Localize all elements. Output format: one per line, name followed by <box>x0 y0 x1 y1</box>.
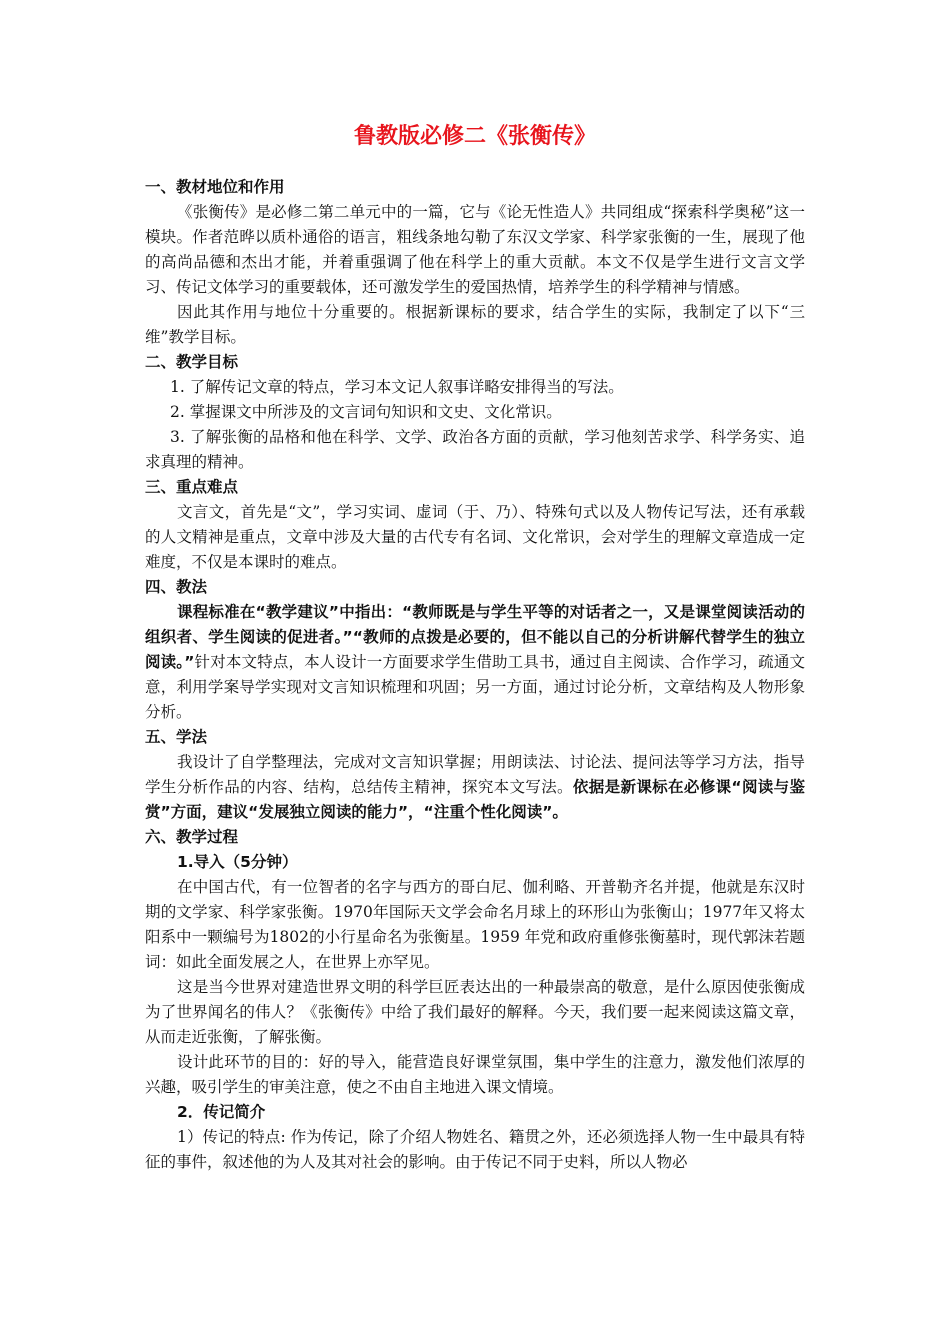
section-4-paragraph-rest: 针对本文特点，本人设计一方面要求学生借助工具书，通过自主阅读、合作学习，疏通文意，利用学案导学实现对文言知识梳理和巩固；另一方面，通过讨论分析，文章结构及人物形象分析。 <box>145 653 805 721</box>
section-heading-2: 二、教学目标 <box>145 353 239 371</box>
section-heading-1: 一、教材地位和作用 <box>145 178 285 196</box>
section-5-paragraph-text: 我设计了自学整理法，完成对文言知识掌握；用朗读法、讨论法、提问法等学习方法，指导学生分析作品的内容、结构，总结传主精神，探究本文写法。 <box>145 753 805 796</box>
subheading-introduction: 1.导入（5分钟） <box>177 853 298 871</box>
objective-item-3: 3. 了解张衡的品格和他在科学、文学、政治各方面的贡献，学习他刻苦求学、科学务实、追求真理的精神。 <box>145 428 805 471</box>
section-1-paragraph-1: 《张衡传》是必修二第二单元中的一篇，它与《论无性造人》共同组成“探索科学奥秘”这一模块。作者范晔以质朴通俗的语言，粗线条地勾勒了东汉文学家、科学家张衡的一生，展现了他的高尚品德和杰出才能，并着重强调了他在科学上的重大贡献。本文不仅是学生进行文言文学习、传记文体学习的重要载体，还可激发学生的爱国热情，培养学生的科学精神与情感。 <box>145 203 805 296</box>
biography-paragraph-1: 1）传记的特点: 作为传记，除了介绍人物姓名、籍贯之外，还必须选择人物一生中最具有特征的事件，叙述他的为人及其对社会的影响。由于传记不同于史料，所以人物必 <box>145 1128 805 1171</box>
document-title: 鲁教版必修二《张衡传》 <box>353 124 596 149</box>
section-heading-4: 四、教法 <box>145 578 208 596</box>
curriculum-quote: 课程标准在“教学建议”中指出：“教师既是与学生平等的对话者之一，又是课堂阅读活动的组织者、学生阅读的促进者。”“教师的点拨是必要的，但不能以自己的分析讲解代替学生的独立阅读。” <box>145 603 805 671</box>
introduction-paragraph-1: 在中国古代，有一位智者的名字与西方的哥白尼、伽利略、开普勒齐名并提，他就是东汉时期的文学家、科学家张衡。1970年国际天文学会命名月球上的环形山为张衡山；1977年又将太阳系中一颗编号为1802的小行星命名为张衡星。1959 年党和政府重修张衡墓时，现代郭沫若题词：如此全面发展之人，在世界上亦罕见。 <box>145 878 805 971</box>
subheading-biography: 2．传记简介 <box>177 1103 266 1121</box>
section-5-paragraph <box>145 750 805 825</box>
introduction-paragraph-3: 设计此环节的目的：好的导入，能营造良好课堂氛围，集中学生的注意力，激发他们浓厚的兴趣，吸引学生的审美注意，使之不由自主地进入课文情境。 <box>145 1053 805 1096</box>
section-5-basis: 依据是新课标在必修课“阅读与鉴赏”方面，建议“发展独立阅读的能力”，“注重个性化阅读”。 <box>145 778 805 821</box>
objective-item-1: 1. 了解传记文章的特点，学习本文记人叙事详略安排得当的写法。 <box>170 378 624 396</box>
section-4-paragraph <box>145 600 805 725</box>
introduction-paragraph-2: 这是当今世界对建造世界文明的科学巨匠表达出的一种最崇高的敬意，是什么原因使张衡成为了世界闻名的伟人？《张衡传》中给了我们最好的解释。今天，我们要一起来阅读这篇文章，从而走近张衡，了解张衡。 <box>145 978 805 1046</box>
section-heading-6: 六、教学过程 <box>145 828 239 846</box>
objective-item-2: 2. 掌握课文中所涉及的文言词句知识和文史、文化常识。 <box>170 403 562 421</box>
section-heading-5: 五、学法 <box>145 728 208 746</box>
section-3-paragraph-1: 文言文，首先是“文”，学习实词、虚词（于、乃）、特殊句式以及人物传记写法，还有承载的人文精神是重点，文章中涉及大量的古代专有名词、文化常识，会对学生的理解文章造成一定难度，不仅是本课时的难点。 <box>145 503 805 571</box>
section-1-paragraph-2: 因此其作用与地位十分重要的。根据新课标的要求，结合学生的实际，我制定了以下“三维”教学目标。 <box>145 303 805 346</box>
section-heading-3: 三、重点难点 <box>145 478 239 496</box>
